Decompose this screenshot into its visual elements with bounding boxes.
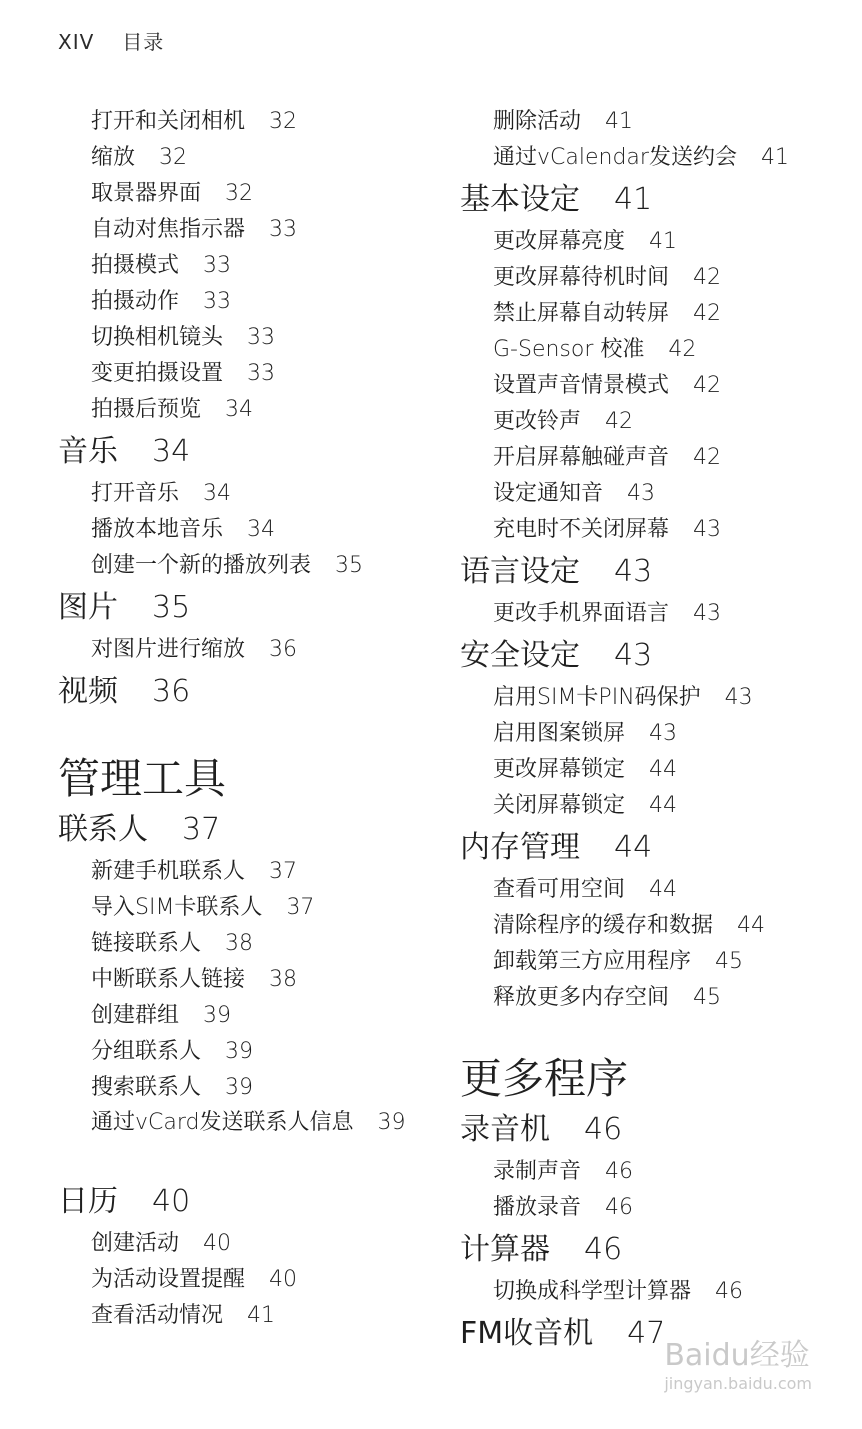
toc-entry-title: 缩放 — [91, 145, 136, 170]
toc-section[interactable] — [58, 668, 438, 716]
toc-entry[interactable] — [460, 596, 850, 632]
toc-entry[interactable] — [58, 890, 438, 926]
toc-page-number: 41 — [614, 182, 653, 217]
toc-chapter[interactable] — [58, 752, 438, 806]
toc-entry[interactable] — [460, 368, 850, 404]
toc-entry[interactable] — [460, 980, 850, 1016]
toc-entry-title: 拍摄模式 — [91, 253, 180, 278]
toc-page-number: 35 — [152, 590, 191, 625]
toc-entry[interactable] — [460, 296, 850, 332]
toc-entry-title: 启用SIM卡PIN码保护 — [493, 685, 701, 710]
toc-entry[interactable] — [58, 476, 438, 512]
toc-entry-title: 关闭屏幕锁定 — [493, 793, 626, 818]
toc-entry-title: 自动对焦指示器 — [91, 217, 246, 242]
toc-page-number: 32 — [159, 145, 188, 170]
toc-entry-title: 更改屏幕待机时间 — [493, 265, 670, 290]
toc-entry[interactable] — [460, 908, 850, 944]
toc-page-number: 44 — [649, 757, 678, 782]
toc-entry-title: 为活动设置提醒 — [91, 1267, 246, 1292]
toc-page-number: 34 — [225, 397, 254, 422]
toc-entry-title: 通过vCard发送联系人信息 — [91, 1110, 354, 1135]
toc-entry-title: 查看活动情况 — [91, 1303, 224, 1328]
toc-page-number: 39 — [225, 1039, 254, 1064]
toc-page-number: 44 — [649, 793, 678, 818]
toc-page-number: 32 — [269, 109, 298, 134]
toc-page-number: 46 — [584, 1232, 623, 1267]
toc-entry-title: 释放更多内存空间 — [493, 985, 670, 1010]
toc-entry-title: 开启屏幕触碰声音 — [493, 445, 670, 470]
toc-entry[interactable] — [460, 512, 850, 548]
toc-entry[interactable] — [58, 1070, 438, 1106]
toc-entry-title: 联系人 — [58, 812, 148, 847]
toc-page-number: 43 — [693, 601, 722, 626]
toc-entry[interactable] — [58, 248, 438, 284]
toc-page-number: 46 — [715, 1279, 744, 1304]
baidu-watermark — [664, 1330, 812, 1393]
toc-page-number: 37 — [182, 812, 221, 847]
toc-page-number: 37 — [269, 859, 298, 884]
toc-entry-title: 禁止屏幕自动转屏 — [493, 301, 670, 326]
toc-entry[interactable] — [460, 680, 850, 716]
toc-page-number: 40 — [269, 1267, 298, 1292]
toc-section[interactable] — [460, 1106, 850, 1154]
toc-section[interactable] — [460, 176, 850, 224]
toc-section[interactable] — [58, 428, 438, 476]
toc-page-number: 38 — [269, 967, 298, 992]
toc-page-number: 42 — [693, 373, 722, 398]
toc-entry-title: 通过vCalendar发送约会 — [493, 145, 737, 170]
toc-entry[interactable] — [460, 716, 850, 752]
toc-entry-title: 更改屏幕亮度 — [493, 229, 626, 254]
toc-entry[interactable] — [460, 1154, 850, 1190]
toc-page-number: 33 — [247, 361, 276, 386]
toc-entry[interactable] — [58, 1034, 438, 1070]
toc-entry-title: 搜索联系人 — [91, 1075, 202, 1100]
toc-entry-title: 音乐 — [58, 434, 118, 469]
toc-entry-title: 创建活动 — [91, 1231, 180, 1256]
toc-entry-title: 语言设定 — [460, 554, 580, 589]
toc-entry-title: 更多程序 — [460, 1054, 629, 1103]
toc-entry[interactable] — [460, 1190, 850, 1226]
toc-page-number: 33 — [203, 289, 232, 314]
toc-entry-title: 切换相机镜头 — [91, 325, 224, 350]
toc-entry[interactable] — [460, 788, 850, 824]
toc-page-number: 43 — [693, 517, 722, 542]
toc-page-number: 46 — [605, 1159, 634, 1184]
toc-entry-title: 导入SIM卡联系人 — [91, 895, 263, 920]
toc-entry-title: 内存管理 — [460, 830, 580, 865]
toc-page-number: 40 — [203, 1231, 232, 1256]
toc-page-number: 37 — [286, 895, 315, 920]
toc-entry-title: 录音机 — [460, 1112, 550, 1147]
toc-page-number: 41 — [247, 1303, 276, 1328]
toc-section[interactable] — [460, 824, 850, 872]
toc-entry-title: 链接联系人 — [91, 931, 202, 956]
toc-entry[interactable] — [460, 260, 850, 296]
watermark-logo-text: Baidu经验 — [664, 1338, 810, 1373]
toc-entry[interactable] — [58, 1106, 438, 1178]
toc-entry-title: 图片 — [58, 590, 118, 625]
toc-entry-title: 更改屏幕锁定 — [493, 757, 626, 782]
toc-entry-title: 设定通知音 — [493, 481, 604, 506]
toc-entry[interactable] — [58, 998, 438, 1034]
toc-page-number: 33 — [269, 217, 298, 242]
toc-entry[interactable] — [58, 1298, 438, 1334]
toc-entry-title: 拍摄动作 — [91, 289, 180, 314]
toc-page-number: 47 — [627, 1316, 666, 1351]
toc-page-number: 45 — [715, 949, 744, 974]
toc-page-number: 44 — [649, 877, 678, 902]
toc-entry-title: 播放录音 — [493, 1195, 582, 1220]
toc-entry[interactable] — [460, 476, 850, 512]
toc-page-number: 38 — [225, 931, 254, 956]
toc-entry[interactable] — [58, 356, 438, 392]
toc-entry-title: 删除活动 — [493, 109, 582, 134]
toc-page-number: 44 — [614, 830, 653, 865]
toc-entry-title: 播放本地音乐 — [91, 517, 224, 542]
page-header — [58, 26, 164, 55]
toc-page-number: 45 — [693, 985, 722, 1010]
header-title: 目录 — [122, 30, 165, 54]
toc-entry[interactable] — [58, 140, 438, 176]
toc-page-number: 33 — [247, 325, 276, 350]
toc-entry[interactable] — [460, 332, 850, 368]
toc-entry[interactable] — [58, 1262, 438, 1298]
toc-entry-title: 充电时不关闭屏幕 — [493, 517, 670, 542]
toc-page-number: 39 — [225, 1075, 254, 1100]
toc-entry[interactable] — [58, 962, 438, 998]
toc-page-number: 32 — [225, 181, 254, 206]
toc-page-number: 41 — [605, 109, 634, 134]
toc-entry[interactable] — [460, 104, 850, 140]
toc-right-column — [460, 104, 850, 1358]
toc-entry-title: 日历 — [58, 1184, 118, 1219]
toc-page-number: 41 — [760, 145, 789, 170]
toc-entry-title: 打开音乐 — [91, 481, 180, 506]
toc-page-number: 43 — [627, 481, 656, 506]
watermark-url: jingyan.baidu.com — [664, 1374, 812, 1393]
toc-page-number: 34 — [152, 434, 191, 469]
toc-page-number: 35 — [335, 553, 364, 578]
toc-entry-title: 创建群组 — [91, 1003, 180, 1028]
page-number: XIV — [58, 30, 95, 54]
toc-entry-title: 清除程序的缓存和数据 — [493, 913, 714, 938]
toc-entry[interactable] — [58, 176, 438, 212]
toc-entry-title: 取景器界面 — [91, 181, 202, 206]
toc-page-number: 46 — [584, 1112, 623, 1147]
toc-entry[interactable] — [58, 926, 438, 962]
toc-entry-title: 中断联系人链接 — [91, 967, 246, 992]
toc-page-number: 46 — [605, 1195, 634, 1220]
toc-section[interactable] — [58, 584, 438, 632]
toc-entry-title: 基本设定 — [460, 182, 580, 217]
toc-entry-title: 分组联系人 — [91, 1039, 202, 1064]
toc-entry-title: 变更拍摄设置 — [91, 361, 224, 386]
toc-entry[interactable] — [460, 440, 850, 476]
toc-entry-title: 启用图案锁屏 — [493, 721, 626, 746]
toc-page-number: 42 — [693, 265, 722, 290]
toc-page-number: 34 — [247, 517, 276, 542]
toc-left-column — [58, 104, 438, 1334]
toc-section[interactable] — [460, 632, 850, 680]
toc-entry-title: G-Sensor 校准 — [493, 337, 645, 362]
toc-entry[interactable] — [58, 512, 438, 548]
toc-page-number: 39 — [377, 1110, 406, 1135]
toc-page-number: 34 — [203, 481, 232, 506]
toc-section[interactable] — [460, 1226, 850, 1274]
toc-entry-title: 卸载第三方应用程序 — [493, 949, 692, 974]
toc-entry[interactable] — [58, 632, 438, 668]
toc-chapter[interactable] — [460, 1052, 850, 1106]
toc-entry-title: 切换成科学型计算器 — [493, 1279, 692, 1304]
toc-entry[interactable] — [460, 872, 850, 908]
toc-entry-title: 更改铃声 — [493, 409, 582, 434]
toc-entry-title: 计算器 — [460, 1232, 550, 1267]
toc-entry-title: 创建一个新的播放列表 — [91, 553, 312, 578]
toc-page-number: 42 — [693, 445, 722, 470]
toc-page-number: 40 — [152, 1184, 191, 1219]
toc-section[interactable] — [58, 1178, 438, 1226]
toc-entry-title: FM收音机 — [460, 1316, 594, 1351]
toc-page-number: 42 — [693, 301, 722, 326]
toc-entry[interactable] — [58, 1226, 438, 1262]
toc-entry-title: 新建手机联系人 — [91, 859, 246, 884]
toc-entry[interactable] — [460, 944, 850, 980]
toc-section[interactable] — [460, 548, 850, 596]
toc-page-number: 33 — [203, 253, 232, 278]
toc-entry[interactable] — [58, 104, 438, 140]
toc-entry-title: 安全设定 — [460, 638, 580, 673]
toc-entry[interactable] — [58, 392, 438, 428]
toc-entry[interactable] — [58, 854, 438, 890]
toc-page-number: 42 — [668, 337, 697, 362]
toc-entry[interactable] — [460, 404, 850, 440]
toc-entry-title: 录制声音 — [493, 1159, 582, 1184]
toc-entry-title: 打开和关闭相机 — [91, 109, 246, 134]
toc-page-number: 36 — [269, 637, 298, 662]
toc-entry-title: 管理工具 — [58, 754, 227, 803]
toc-entry[interactable] — [58, 284, 438, 320]
toc-page-number: 44 — [737, 913, 766, 938]
toc-entry-title: 设置声音情景模式 — [493, 373, 670, 398]
toc-page-number: 43 — [614, 638, 653, 673]
toc-entry-title: 对图片进行缩放 — [91, 637, 246, 662]
toc-entry[interactable] — [58, 548, 438, 584]
toc-entry-title: 视频 — [58, 674, 118, 709]
toc-page-number: 36 — [152, 674, 191, 709]
toc-page-number: 43 — [614, 554, 653, 589]
toc-entry[interactable] — [460, 752, 850, 788]
toc-page-number: 43 — [724, 685, 753, 710]
toc-section[interactable] — [58, 806, 438, 854]
toc-entry-title: 更改手机界面语言 — [493, 601, 670, 626]
toc-page-number: 42 — [605, 409, 634, 434]
toc-entry-title: 查看可用空间 — [493, 877, 626, 902]
toc-page-number: 41 — [649, 229, 678, 254]
toc-entry[interactable] — [58, 320, 438, 356]
toc-entry-title: 拍摄后预览 — [91, 397, 202, 422]
toc-entry[interactable] — [460, 1274, 850, 1310]
toc-entry[interactable] — [460, 224, 850, 260]
toc-page-number: 43 — [649, 721, 678, 746]
toc-entry[interactable] — [58, 212, 438, 248]
toc-page-number: 39 — [203, 1003, 232, 1028]
toc-entry[interactable] — [460, 140, 850, 176]
